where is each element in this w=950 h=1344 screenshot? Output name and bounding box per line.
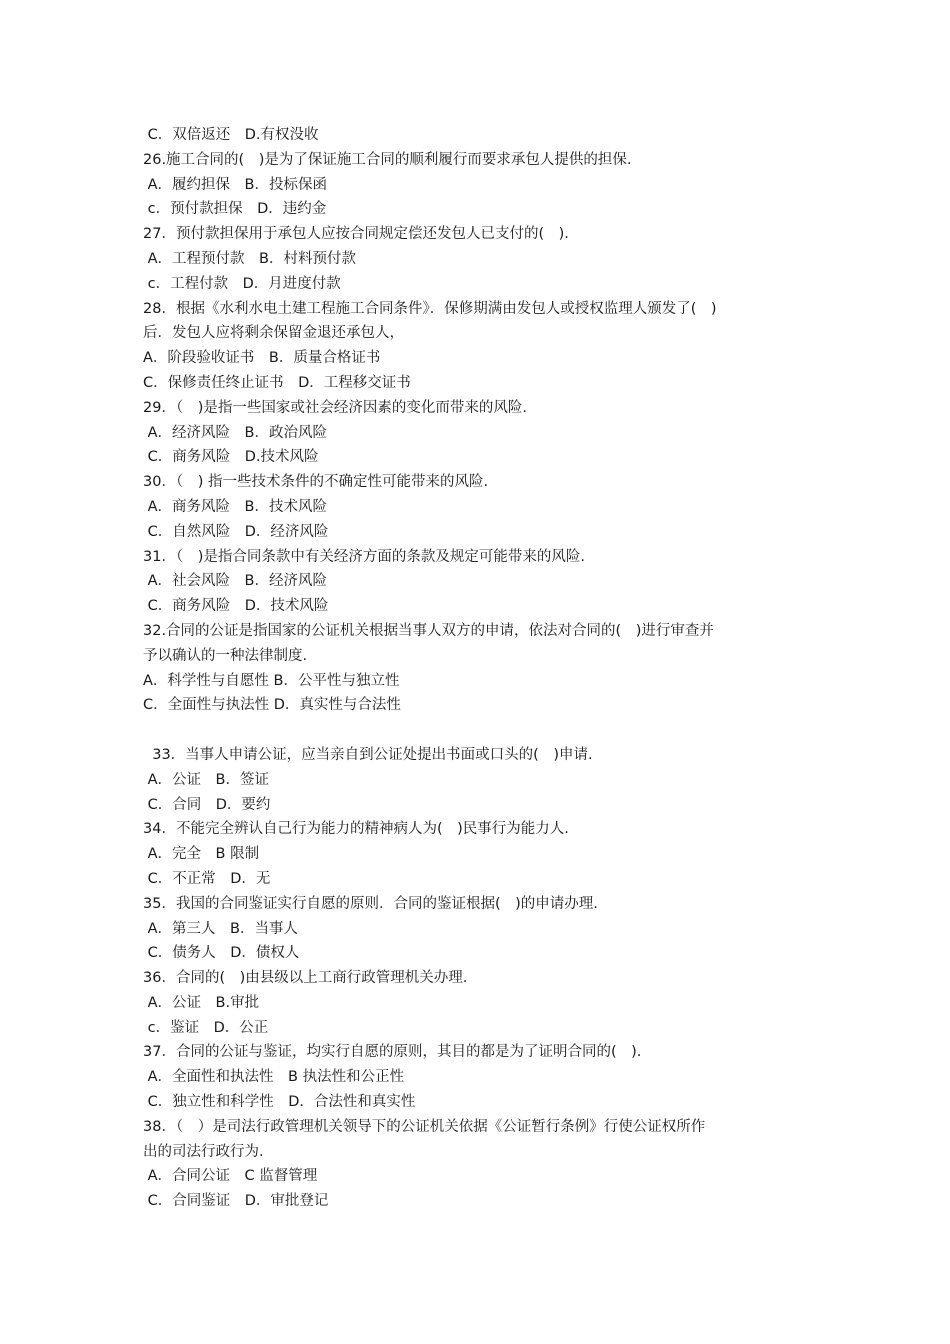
text-line: C．保修责任终止证书 D．工程移交证书 bbox=[143, 374, 411, 391]
text-line: 后．发包人应将剩余保留金退还承包人， bbox=[143, 325, 404, 342]
text-line: c．工程付款 D．月进度付款 bbox=[143, 275, 341, 292]
text-line: A．经济风险 B．政治风险 bbox=[143, 424, 327, 441]
text-line: C．合同 D．要约 bbox=[143, 796, 271, 813]
text-line: 29．（ )是指一些国家或社会经济因素的变化而带来的风险. bbox=[143, 399, 527, 416]
text-line: C．商务风险 D.技术风险 bbox=[143, 449, 319, 466]
text-line: 33．当事人申请公证，应当亲自到公证处提出书面或口头的( )申请. bbox=[143, 746, 593, 763]
text-line: C．独立性和科学性 D．合法性和真实性 bbox=[143, 1094, 416, 1111]
text-line: 予以确认的一种法律制度. bbox=[143, 647, 308, 664]
text-line: 30．（ ) 指一些技术条件的不确定性可能带来的风险. bbox=[143, 474, 489, 491]
text-line: A．完全 B 限制 bbox=[143, 846, 260, 863]
text-line: A．第三人 B．当事人 bbox=[143, 920, 298, 937]
text-line: A．履约担保 B．投标保函 bbox=[143, 176, 327, 193]
blank-line bbox=[143, 718, 813, 743]
text-line: 36．合同的( )由县级以上工商行政管理机关办理. bbox=[143, 970, 468, 987]
text-line: 37．合同的公证与鉴证，均实行自愿的原则，其目的都是为了证明合同的( ). bbox=[143, 1044, 642, 1061]
text-line: A．全面性和执法性 B 执法性和公正性 bbox=[143, 1069, 405, 1086]
exam-question-list bbox=[143, 123, 813, 1214]
text-line: A．工程预付款 B．村料预付款 bbox=[143, 250, 356, 267]
text-line: A．社会风险 B．经济风险 bbox=[143, 573, 327, 590]
text-line: A．公证 B．签证 bbox=[143, 771, 269, 788]
text-line: A．商务风险 B．技术风险 bbox=[143, 498, 327, 515]
text-line: 26.施工合同的( )是为了保证施工合同的顺利履行而要求承包人提供的担保. bbox=[143, 151, 632, 168]
text-line: C．债务人 D．债权人 bbox=[143, 945, 300, 962]
text-line: C．商务风险 D．技术风险 bbox=[143, 598, 329, 615]
text-line: c．预付款担保 D．违约金 bbox=[143, 201, 327, 218]
text-line: 35．我国的合同鉴证实行自愿的原则．合同的鉴证根据( )的申请办理. bbox=[143, 895, 598, 912]
text-line: A．科学性与自愿性 B．公平性与独立性 bbox=[143, 672, 400, 689]
text-line: 34．不能完全辨认自己行为能力的精神病人为( )民事行为能力人. bbox=[143, 821, 569, 838]
text-line: 38．（ ）是司法行政管理机关领导下的公证机关依据《公证暂行条例》行使公证权所作 bbox=[143, 1118, 706, 1135]
text-line: C．不正常 D．无 bbox=[143, 870, 271, 887]
text-line: 32.合同的公证是指国家的公证机关根据当事人双方的申请，依法对合同的( )进行审查并 bbox=[143, 622, 714, 639]
text-line: A．阶段验收证书 B．质量合格证书 bbox=[143, 350, 381, 367]
text-line: A．公证 B.审批 bbox=[143, 994, 260, 1011]
text-line: C．合同鉴证 D．审批登记 bbox=[143, 1193, 329, 1210]
text-line: A．合同公证 C 监督管理 bbox=[143, 1168, 318, 1185]
text-line: C．双倍返还 D.有权没收 bbox=[143, 127, 319, 143]
text-line: C．全面性与执法性 D．真实性与合法性 bbox=[143, 697, 401, 714]
text-line: c．鉴证 D．公正 bbox=[143, 1019, 269, 1036]
text-line: 出的司法行政行为. bbox=[143, 1143, 264, 1160]
text-line: 27．预付款担保用于承包人应按合同规定偿还发包人已支付的( ). bbox=[143, 226, 569, 243]
text-line: 28．根据《水利水电土建工程施工合同条件》．保修期满由发包人或授权监理人颁发了( ) bbox=[143, 300, 717, 317]
text-line: 31．（ )是指合同条款中有关经济方面的条款及规定可能带来的风险. bbox=[143, 548, 585, 565]
text-line: C．自然风险 D．经济风险 bbox=[143, 523, 329, 540]
